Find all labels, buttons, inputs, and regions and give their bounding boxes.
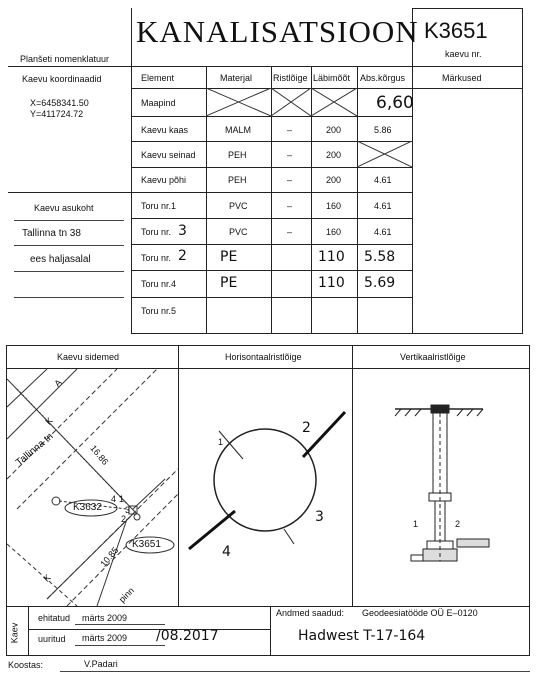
- row-cross: –: [287, 201, 293, 211]
- location-sketch: [7, 369, 178, 606]
- col-header-notes: Märkused: [442, 73, 482, 83]
- row-diameter: 200: [326, 150, 342, 160]
- col-header-element: Element: [141, 73, 175, 83]
- row-abs: 6,60: [376, 93, 414, 113]
- row-material: PVC: [229, 201, 248, 211]
- row-element: Toru nr.: [141, 227, 172, 237]
- footer-side-label: Kaev: [9, 622, 20, 644]
- row-number: 2: [178, 248, 187, 264]
- row-cross: –: [287, 175, 293, 185]
- horiz-pipe-4: 4: [222, 544, 231, 560]
- updated-hand: /08.2017: [156, 628, 219, 644]
- panel-title-horizontal: Horisontaalristlõige: [225, 352, 302, 362]
- source-label: Andmed saadud:: [276, 608, 345, 618]
- row-diameter: 160: [326, 201, 342, 211]
- panel-title-vertical: Vertikaalristlõige: [400, 352, 466, 362]
- row-element: Toru nr.4: [141, 279, 177, 289]
- row-cross: –: [287, 150, 293, 160]
- well-code: K3651: [424, 18, 488, 43]
- row-cross: –: [287, 125, 293, 135]
- row-element: Toru nr.1: [141, 201, 177, 211]
- vertical-section: [353, 369, 529, 606]
- source-value: Geodeesiatööde OÜ E–0120: [362, 608, 478, 618]
- row-material: PE: [220, 249, 238, 265]
- sketch-letter-k2: K: [41, 572, 53, 584]
- row-abs: 5.58: [364, 249, 396, 265]
- built-value: märts 2009: [82, 613, 128, 623]
- col-header-diameter: Läbimõõt: [313, 73, 351, 83]
- row-abs: 4.61: [374, 201, 392, 211]
- row-material: PE: [220, 275, 238, 291]
- location-line1: Tallinna tn 38: [22, 228, 81, 239]
- horiz-pipe-3: 3: [315, 509, 324, 525]
- location-label: Kaevu asukoht: [34, 203, 94, 213]
- horiz-pipe-1: 1: [218, 437, 224, 447]
- sketch-n2: 2: [121, 514, 127, 524]
- row-material: MALM: [225, 125, 252, 135]
- row-number: 3: [178, 223, 187, 239]
- sketch-letter-a: A: [52, 377, 64, 389]
- vert-pipe-2: 2: [455, 519, 461, 529]
- row-material: PEH: [228, 175, 247, 185]
- sketch-n3: 3: [125, 505, 131, 515]
- updated-label: uuritud: [38, 634, 66, 644]
- built-label: ehitatud: [38, 613, 71, 623]
- row-diameter: 160: [326, 227, 342, 237]
- sketch-n4: 4: [111, 494, 117, 504]
- sketch-n1: 1: [119, 494, 125, 504]
- col-header-cross: Ristlõige: [273, 73, 308, 83]
- sketch-pinn: pinn: [116, 585, 137, 605]
- row-element: Kaevu seinad: [141, 150, 196, 160]
- row-cross: –: [287, 227, 293, 237]
- row-diameter: 110: [318, 275, 345, 291]
- row-element: Toru nr.5: [141, 306, 177, 316]
- sketch-letter-k1: K: [43, 415, 55, 427]
- sketch-well2: K3651: [132, 539, 161, 550]
- crossed-cells: [206, 88, 357, 116]
- sketch-street: Tallinna tn: [14, 431, 56, 469]
- row-element: Toru nr.: [141, 253, 172, 263]
- row-abs: 5.69: [364, 275, 396, 291]
- sheet-title: KANALISATSIOON: [136, 14, 419, 49]
- location-line2: ees haljasalal: [30, 254, 91, 265]
- row-material: PVC: [229, 227, 248, 237]
- source-hand: Hadwest T-17-164: [298, 628, 426, 644]
- sketch-well1: K3632: [73, 502, 102, 513]
- coord-x: X=6458341.50: [30, 98, 89, 108]
- crossed-cell-abs: [357, 141, 412, 167]
- horiz-pipe-2: 2: [302, 420, 311, 436]
- row-element: Maapind: [141, 98, 176, 108]
- row-material: PEH: [228, 150, 247, 160]
- row-abs: 5.86: [374, 125, 392, 135]
- coord-y: Y=411724.72: [30, 109, 84, 119]
- author-value: V.Padari: [84, 659, 118, 669]
- row-diameter: 200: [326, 175, 342, 185]
- panel-title-ties: Kaevu sidemed: [57, 352, 120, 362]
- nomenclature-label: Planšeti nomenklatuur: [20, 54, 110, 64]
- row-element: Kaevu põhi: [141, 175, 187, 185]
- row-abs: 4.61: [374, 175, 392, 185]
- row-diameter: 200: [326, 125, 342, 135]
- row-diameter: 110: [318, 249, 345, 265]
- horizontal-section: [179, 369, 352, 606]
- vert-pipe-1: 1: [413, 519, 419, 529]
- col-header-material: Materjal: [220, 73, 253, 83]
- coords-label: Kaevu koordinaadid: [22, 74, 102, 84]
- row-abs: 4.61: [374, 227, 392, 237]
- sketch-dist1: 16.86: [88, 443, 111, 467]
- well-code-label: kaevu nr.: [445, 49, 482, 59]
- author-label: Koostas:: [8, 660, 44, 670]
- sketch-dist2: 10.85: [98, 545, 121, 569]
- row-element: Kaevu kaas: [141, 125, 189, 135]
- col-header-abs: Abs.kõrgus: [360, 73, 406, 83]
- updated-value: märts 2009: [82, 633, 128, 643]
